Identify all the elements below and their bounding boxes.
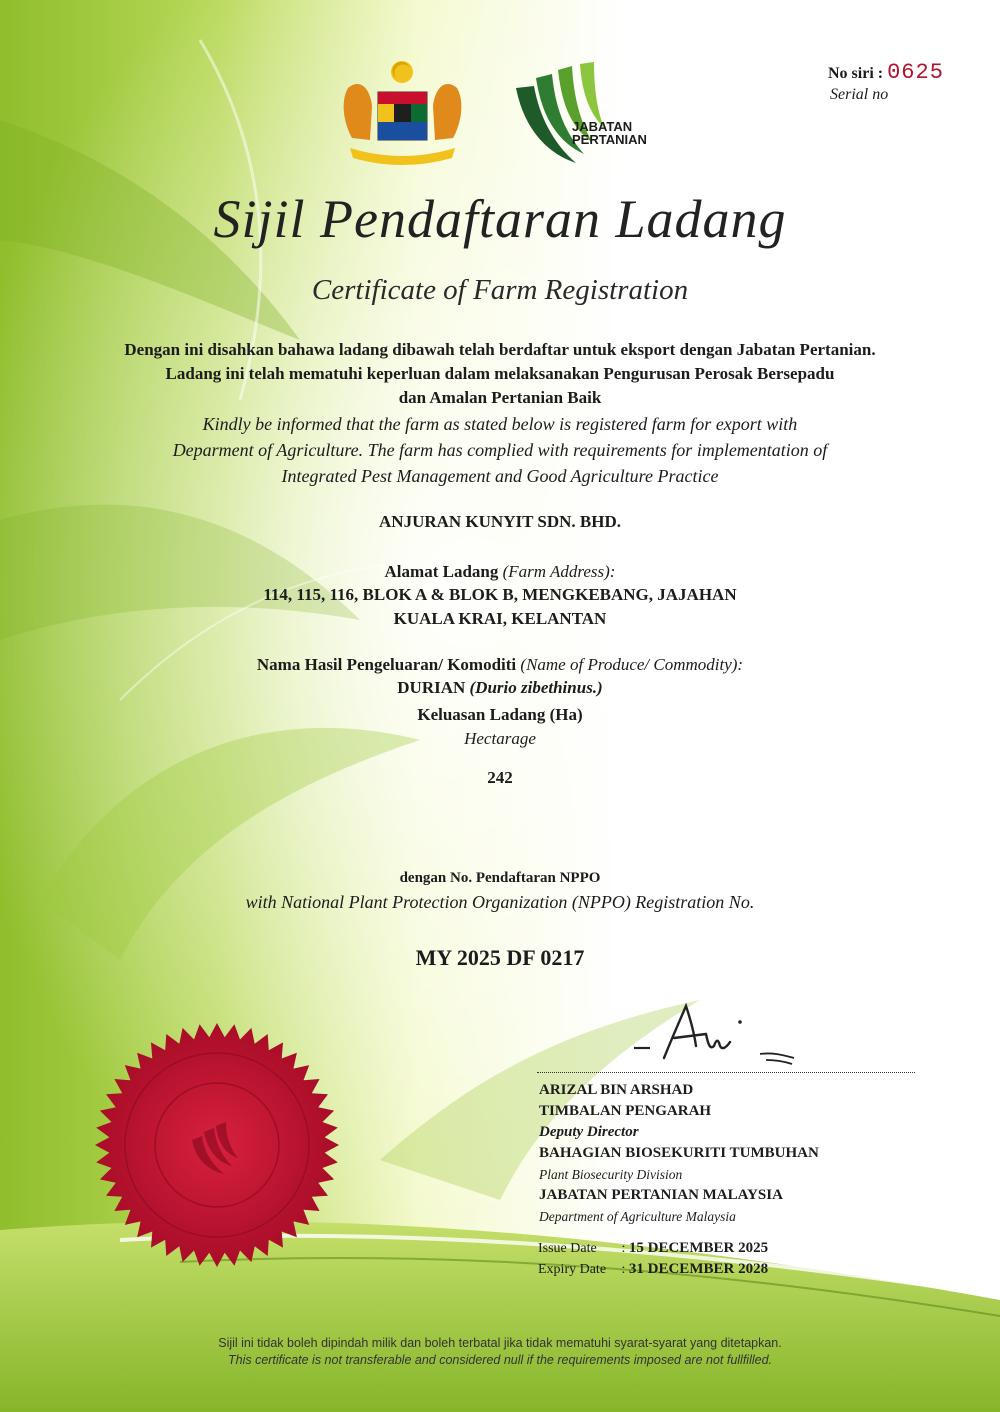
signatory-block <box>539 1080 819 1227</box>
intro-english-line: Deparment of Agriculture. The farm has complied with requirements for implementation of <box>172 440 828 460</box>
farm-address-label: Alamat Ladang <box>384 562 499 581</box>
farm-address-line: 114, 115, 116, BLOK A & BLOK B, MENGKEBANG, JAJAHAN <box>263 585 737 604</box>
intro-malay-line: Dengan ini disahkan bahawa ladang dibawah telah berdaftar untuk eksport dengan Jabatan Pertanian. <box>124 340 876 359</box>
expiry-date-value: 31 DECEMBER 2028 <box>628 1261 769 1277</box>
issue-date-value: 15 DECEMBER 2025 <box>628 1240 769 1256</box>
area-label: Keluasan Ladang (Ha) <box>417 705 583 724</box>
serial-label: No siri : <box>828 65 884 82</box>
produce-label-row <box>0 653 1000 677</box>
expiry-date-label: Expiry Date <box>538 1262 607 1277</box>
dates-block <box>538 1238 768 1280</box>
serial-label-en: Serial no <box>830 86 889 103</box>
nppo-label-english: with National Plant Protection Organization (NPPO) Registration No. <box>245 892 755 912</box>
area-value: 242 <box>487 768 513 787</box>
farm-address-label-row <box>0 560 1000 584</box>
footer-note-english: This certificate is not transferable and considered null if the requirements imposed are not fullfilled. <box>227 1353 773 1367</box>
nppo-label-malay: dengan No. Pendaftaran NPPO <box>399 870 601 886</box>
farm-address-line: KUALA KRAI, KELANTAN <box>393 609 607 628</box>
jabatan-pertanian-logo <box>506 58 616 173</box>
farm-address-label-en: (Farm Address): <box>502 562 616 581</box>
produce-value: DURIAN <box>397 678 466 697</box>
produce-value-row <box>0 676 1000 700</box>
department-english: Department of Agriculture Malaysia <box>539 1209 736 1224</box>
department-malay: JABATAN PERTANIAN MALAYSIA <box>539 1187 783 1203</box>
serial-number-row <box>828 60 944 85</box>
signatory-title-english: Deputy Director <box>539 1124 639 1140</box>
handwritten-signature <box>610 998 810 1070</box>
expiry-date-row <box>538 1259 768 1280</box>
division-english: Plant Biosecurity Division <box>539 1167 683 1182</box>
intro-english-line: Kindly be informed that the farm as stated below is registered farm for export with <box>202 414 798 434</box>
produce-label: Nama Hasil Pengeluaran/ Komoditi <box>256 655 517 674</box>
produce-label-en: (Name of Produce/ Commodity): <box>520 655 744 674</box>
signatory-title-malay: TIMBALAN PENGARAH <box>539 1103 712 1119</box>
footer-note-malay: Sijil ini tidak boleh dipindah milik dan boleh terbatal jika tidak mematuhi syarat-syarat yang ditetapkan. <box>218 1336 782 1350</box>
intro-malay <box>0 338 1000 410</box>
certificate-title-malay: Sijil Pendaftaran Ladang <box>213 189 787 249</box>
coat-of-arms-emblem <box>330 58 475 168</box>
signatory-name: ARIZAL BIN ARSHAD <box>539 1082 694 1098</box>
issue-date-label: Issue Date <box>538 1241 597 1256</box>
intro-english-line: Integrated Pest Management and Good Agriculture Practice <box>281 466 719 486</box>
area-label-en: Hectarage <box>464 729 536 748</box>
agency-logo-text-line1: JABATAN <box>572 119 633 134</box>
red-seal <box>92 1020 342 1270</box>
signature-line <box>537 1072 915 1073</box>
nppo-registration-number: MY 2025 DF 0217 <box>415 945 585 970</box>
issue-date-colon: : <box>621 1241 629 1256</box>
agency-logo-text-line2: PERTANIAN <box>572 132 647 147</box>
issue-date-row <box>538 1238 768 1259</box>
farm-address <box>0 583 1000 631</box>
certificate-title-english: Certificate of Farm Registration <box>311 274 689 306</box>
expiry-date-colon: : <box>621 1262 629 1277</box>
division-malay: BAHAGIAN BIOSEKURITI TUMBUHAN <box>539 1145 819 1161</box>
farm-name: ANJURAN KUNYIT SDN. BHD. <box>379 512 621 531</box>
serial-number: 0625 <box>887 60 944 85</box>
intro-malay-line: dan Amalan Pertanian Baik <box>398 388 602 407</box>
intro-english <box>0 411 1000 489</box>
intro-malay-line: Ladang ini telah mematuhi keperluan dalam melaksanakan Pengurusan Perosak Bersepadu <box>165 364 835 383</box>
produce-scientific-name: (Durio zibethinus.) <box>469 678 603 697</box>
